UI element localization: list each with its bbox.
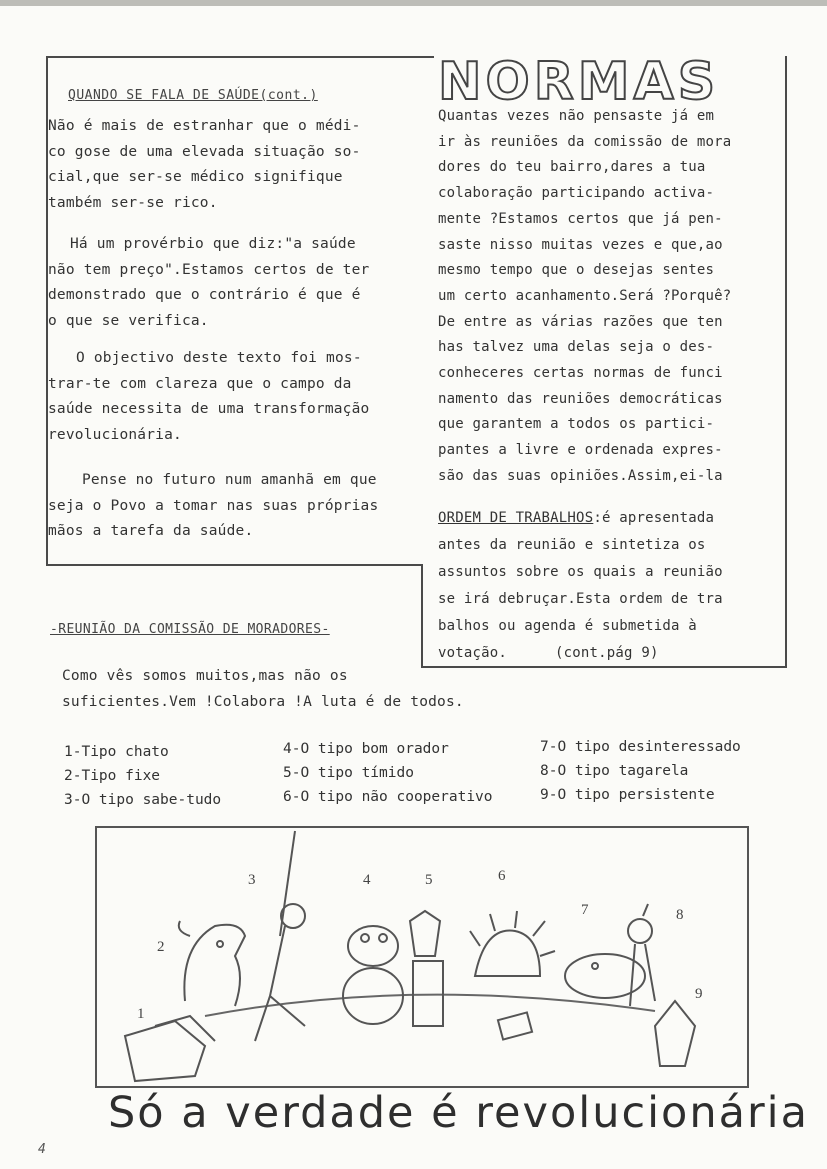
text-line: um certo acanhamento.Será ?Porquê? — [438, 287, 732, 304]
top-edge-line — [0, 0, 827, 6]
page-number: 4 — [38, 1142, 46, 1157]
text-line: De entre as várias razões que ten — [438, 313, 723, 330]
frame-step-vertical — [421, 564, 423, 668]
list-item: 5-O tipo tímido — [283, 765, 414, 781]
paragraph-2 — [48, 232, 369, 334]
text-line: o que se verifica. — [48, 312, 209, 329]
ordem-de-trabalhos — [438, 505, 723, 667]
text-line: has talvez uma delas seja o des- — [438, 339, 715, 356]
figure-9-persistente — [655, 1001, 695, 1066]
ordem-label: ORDEM DE TRABALHOS — [438, 510, 594, 526]
frame-mid-horizontal — [46, 564, 422, 566]
figure-3-sabe-tudo — [255, 831, 305, 1041]
paragraph-1 — [48, 114, 361, 216]
text-line: colaboração participando activa- — [438, 185, 715, 202]
list-item: 8-O tipo tagarela — [540, 763, 689, 779]
normas-title: NORMAS — [438, 52, 720, 112]
text-line: O objectivo deste texto foi mos- — [76, 350, 362, 366]
list-item: 3-O tipo sabe-tudo — [64, 792, 222, 808]
text-line: assuntos sobre os quais a reunião — [438, 564, 723, 580]
text-line: dores do teu bairro,dares a tua — [438, 159, 706, 176]
text-line: antes da reunião e sintetiza os — [438, 537, 706, 553]
types-column-2 — [283, 737, 493, 809]
text-line: balhos ou agenda é submetida à — [438, 618, 697, 634]
list-item: 9-O tipo persistente — [540, 787, 715, 803]
illustration-label-6: 6 — [498, 868, 506, 884]
text-line: Pense no futuro num amanhã em que — [82, 472, 377, 488]
illustration-label-4: 4 — [363, 872, 371, 888]
article-heading: QUANDO SE FALA DE SAÚDE(cont.) — [68, 88, 318, 103]
list-item: 1-Tipo chato — [64, 744, 169, 760]
text-line: :é apresentada — [593, 510, 715, 526]
text-line: também ser-se rico. — [48, 194, 218, 211]
text-line: namento das reuniões democráticas — [438, 390, 723, 407]
text-line: que garantem a todos os partici- — [438, 416, 715, 433]
list-item: 6-O tipo não cooperativo — [283, 789, 493, 805]
text-line: não tem preço".Estamos certos de ter — [48, 261, 370, 278]
text-line: votação. — [438, 645, 508, 661]
meeting-cartoon-illustration — [95, 826, 749, 1088]
types-column-1 — [64, 740, 221, 812]
illustration-label-2: 2 — [157, 939, 165, 955]
normas-intro — [438, 104, 731, 490]
figure-4-frog — [343, 926, 403, 1024]
list-item: 4-O tipo bom orador — [283, 741, 449, 757]
text-line: Não é mais de estranhar que o médi- — [48, 118, 361, 134]
types-column-3 — [540, 735, 741, 807]
text-line: Há um provérbio que diz:"a saúde — [70, 236, 356, 252]
paragraph-3 — [48, 346, 369, 448]
text-line: mente ?Estamos certos que já pen- — [438, 210, 723, 227]
illustration-label-8: 8 — [676, 907, 684, 923]
reuniao-intro — [62, 663, 464, 715]
text-line: cial,que ser-se médico signifique — [48, 169, 343, 185]
text-line: trar-te com clareza que o campo da — [48, 375, 352, 392]
reuniao-heading: -REUNIÃO DA COMISSÃO DE MORADORES- — [50, 622, 330, 637]
frame-right — [785, 56, 787, 668]
figure-8-bird — [628, 904, 655, 1006]
figure-6-hedgehog — [470, 911, 555, 976]
illustration-label-5: 5 — [425, 872, 433, 888]
text-line: mãos a tarefa da saúde. — [48, 523, 254, 539]
figure-1-chato — [125, 1016, 215, 1081]
text-line: saste nisso muitas vezes e que,ao — [438, 236, 723, 253]
list-item: 2-Tipo fixe — [64, 768, 161, 784]
text-line: pantes a livre e ordenada expres- — [438, 442, 723, 459]
text-line: Como vês somos muitos,mas não os — [62, 668, 348, 684]
text-line: Quantas vezes não pensaste já em — [438, 108, 715, 124]
paragraph-4 — [48, 468, 378, 545]
figure-5-goat — [410, 911, 443, 1026]
frame-top-left — [46, 56, 434, 58]
slogan: Só a verdade é revolucionária — [108, 1088, 809, 1138]
text-line: demonstrado que o contrário é que é — [48, 287, 361, 303]
illustration-label-1: 1 — [137, 1006, 145, 1022]
text-line: são das suas opiniões.Assim,ei-la — [438, 467, 723, 484]
text-line: mesmo tempo que o desejas sentes — [438, 262, 715, 279]
figure-2-horse — [179, 921, 245, 1006]
text-line: conheceres certas normas de funci — [438, 365, 723, 382]
text-line: suficientes.Vem !Colabora !A luta é de todos. — [62, 694, 464, 710]
text-line: seja o Povo a tomar nas suas próprias — [48, 497, 379, 514]
continuation-note: (cont.pág 9) — [555, 645, 659, 661]
illustration-label-9: 9 — [695, 986, 703, 1002]
text-line: se irá debruçar.Esta ordem de tra — [438, 591, 723, 607]
list-item: 7-O tipo desinteressado — [540, 739, 741, 755]
illustration-label-7: 7 — [581, 902, 589, 918]
text-line: revolucionária. — [48, 426, 182, 443]
text-line: co gose de uma elevada situação so- — [48, 143, 361, 160]
text-line: ir às reuniões da comissão de mora — [438, 133, 732, 150]
text-line: saúde necessita de uma transformação — [48, 401, 370, 417]
illustration-label-3: 3 — [248, 872, 256, 888]
